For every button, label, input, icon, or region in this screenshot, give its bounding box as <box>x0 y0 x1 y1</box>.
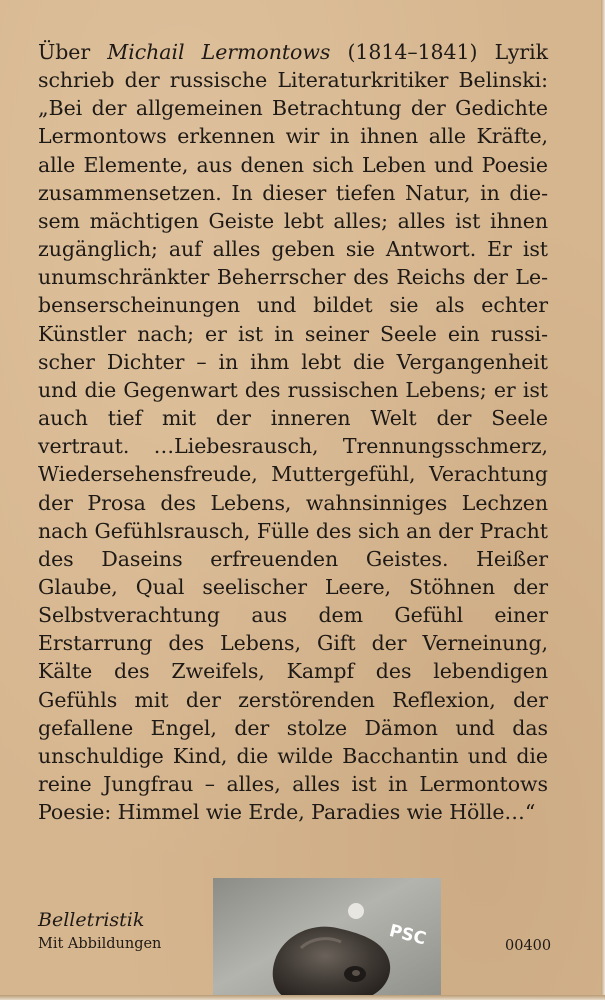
page-edge-right <box>601 0 605 1000</box>
stone-photo-graphic <box>213 878 441 1000</box>
seller-photo <box>213 878 441 1000</box>
page-edge-bottom <box>0 995 605 1000</box>
genre-label: Belletristik <box>38 909 145 931</box>
blurb-quote: (1814–1841) Lyrik schrieb der russische Literaturkritiker Belinski: „Bei der allgemeinen Betrachtung der Gedichte Lermontows erkennen wir in ihnen alle Kräfte, alle Elemente, aus denen sich Leben und Poesie zusammensetzen. In dieser tiefen Natur, in diesem mächtigen Geiste lebt alles; alles ist ihnen zugänglich; auf alles geben sie Antwort. Er ist unumschränkter Beherrscher des Reichs der Lebenserscheinungen und bildet sie als echter Künstler nach; er ist in seiner Seele ein russischer Dichter – in ihm lebt die Vergangenheit und die Gegenwart des russischen Lebens; er ist auch tief mit der inneren Welt der Seele vertraut. …Liebesrausch, Trennungsschmerz, Wiedersehensfreude, Muttergefühl, Verachtung der Prosa des Lebens, wahnsinniges Lechzen nach Gefühlsrausch, Fülle des sich an der Pracht des Daseins erfreuenden Geistes. Heißer Glaube, Qual seelischer Leere, Stöhnen der Selbstverachtung aus dem Gefühl einer Erstarrung des Lebens, Gift der Verneinung, Kälte des Zweifels, Kampf des lebendigen Gefühls mit der zerstörenden Reflexion, der gefallene Engel, der stolze Dämon und das unschuldige Kind, die wilde Bacchantin und die reine Jungfrau – alles, alles ist in Lermontows Poesie: Himmel wie Erde, Paradies wie Hölle…“ <box>38 40 548 825</box>
blurb-paragraph <box>38 38 548 826</box>
illustrations-note: Mit Abbildungen <box>38 936 162 952</box>
stone-hole-inner <box>352 970 360 976</box>
sticker-label: PSC <box>387 920 429 950</box>
catalog-code: 00400 <box>505 938 552 954</box>
blurb-text <box>38 38 548 826</box>
pebble <box>348 903 364 919</box>
author-name: Michail Lermontows <box>107 40 331 64</box>
blurb-intro: Über <box>38 40 108 64</box>
imprint <box>38 907 161 955</box>
